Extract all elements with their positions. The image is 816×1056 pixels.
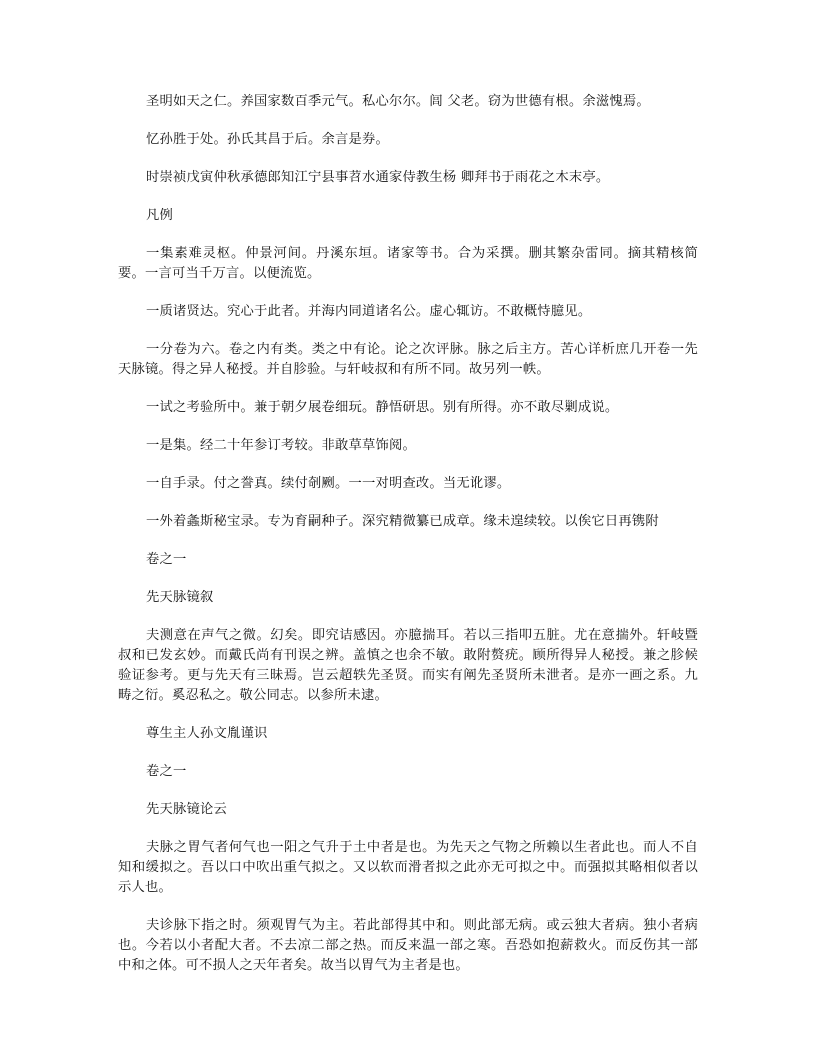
fanli-item-7: 一外着螽斯秘宝录。专为育嗣种子。深究精微纂已成章。缘未遑续较。以俟它日再镌附 [146,514,659,529]
document-body [118,92,698,976]
fanli-item-2: 一质诸贤达。究心于此者。并海内同道诸名公。虚心辄访。不敢概恃臆见。 [146,304,592,319]
fanli-item-3: 一分卷为六。卷之内有类。类之中有论。论之次评脉。脉之后主方。苦心详析庶几开卷一先天脉镜。得之异人秘授。并自胗验。与轩岐叔和有所不同。故另列一帙。 [118,342,698,377]
section-heading-mai-jing-lun: 先天脉镜论云 [146,802,227,817]
paragraph-preface-signature: 时崇祯戊寅仲秋承德郎知江宁县事苕水通家侍教生杨 卿拜书于雨花之木末亭。 [146,170,610,185]
fanli-item-6: 一自手录。付之誊真。续付剞劂。一一对明查改。当无讹谬。 [146,476,511,491]
paragraph-mai-jing-xu: 夫测意在声气之微。幻矣。即究诘感因。亦臆揣耳。若以三指叩五脏。尤在意揣外。轩岐暨叔和已发玄妙。而戴氏尚有刊误之辨。盖慎之也余不敏。敢附赘疣。顾所得异人秘授。兼之胗候验证参考。更与先天有三昧焉。岂云超轶先圣贤。而实有阐先圣贤所未泄者。是亦一画之系。九畴之衍。奚忍私之。敬公同志。以参所未逮。 [118,628,698,703]
paragraph-wei-qi: 夫脉之胃气者何气也一阳之气升于土中者是也。为先天之气物之所赖以生者此也。而人不自知和缓拟之。吾以口中吹出重气拟之。又以软而滑者拟之此亦无可拟之中。而强拟其略相似者以示人也。 [118,840,698,895]
section-heading-mai-jing-xu: 先天脉镜叙 [146,590,214,605]
volume-heading-2: 卷之一 [146,764,187,779]
fanli-item-5: 一是集。经二十年参订考较。非敢草草饰阅。 [146,438,416,453]
fanli-item-4: 一试之考验所中。兼于朝夕展卷细玩。静悟研思。别有所得。亦不敢尽剿成说。 [146,400,619,415]
fanli-item-1: 一集素难灵枢。仲景河间。丹溪东垣。诸家等书。合为采撰。删其繁杂雷同。摘其精核简要。一言可当千万言。以便流览。 [118,246,698,281]
paragraph-preface-blessing: 忆孙胜于处。孙氏其昌于后。余言是券。 [146,132,389,147]
paragraph-author-signature: 尊生主人孙文胤谨识 [146,726,268,741]
paragraph-preface-closing: 圣明如天之仁。养国家数百季元气。私心尔尔。闾 父老。窃为世德有根。余滋愧焉。 [146,94,650,109]
volume-heading-1: 卷之一 [146,552,187,567]
section-heading-fanli: 凡例 [146,208,173,223]
paragraph-zhen-mai: 夫诊脉下指之时。须观胃气为主。若此部得其中和。则此部无病。或云独大者病。独小者病也。今若以小者配大者。不去凉二部之热。而反来温一部之寒。吾恐如抱薪救火。而反伤其一部中和之体。可不损人之天年者矣。故当以胃气为主者是也。 [118,918,698,973]
